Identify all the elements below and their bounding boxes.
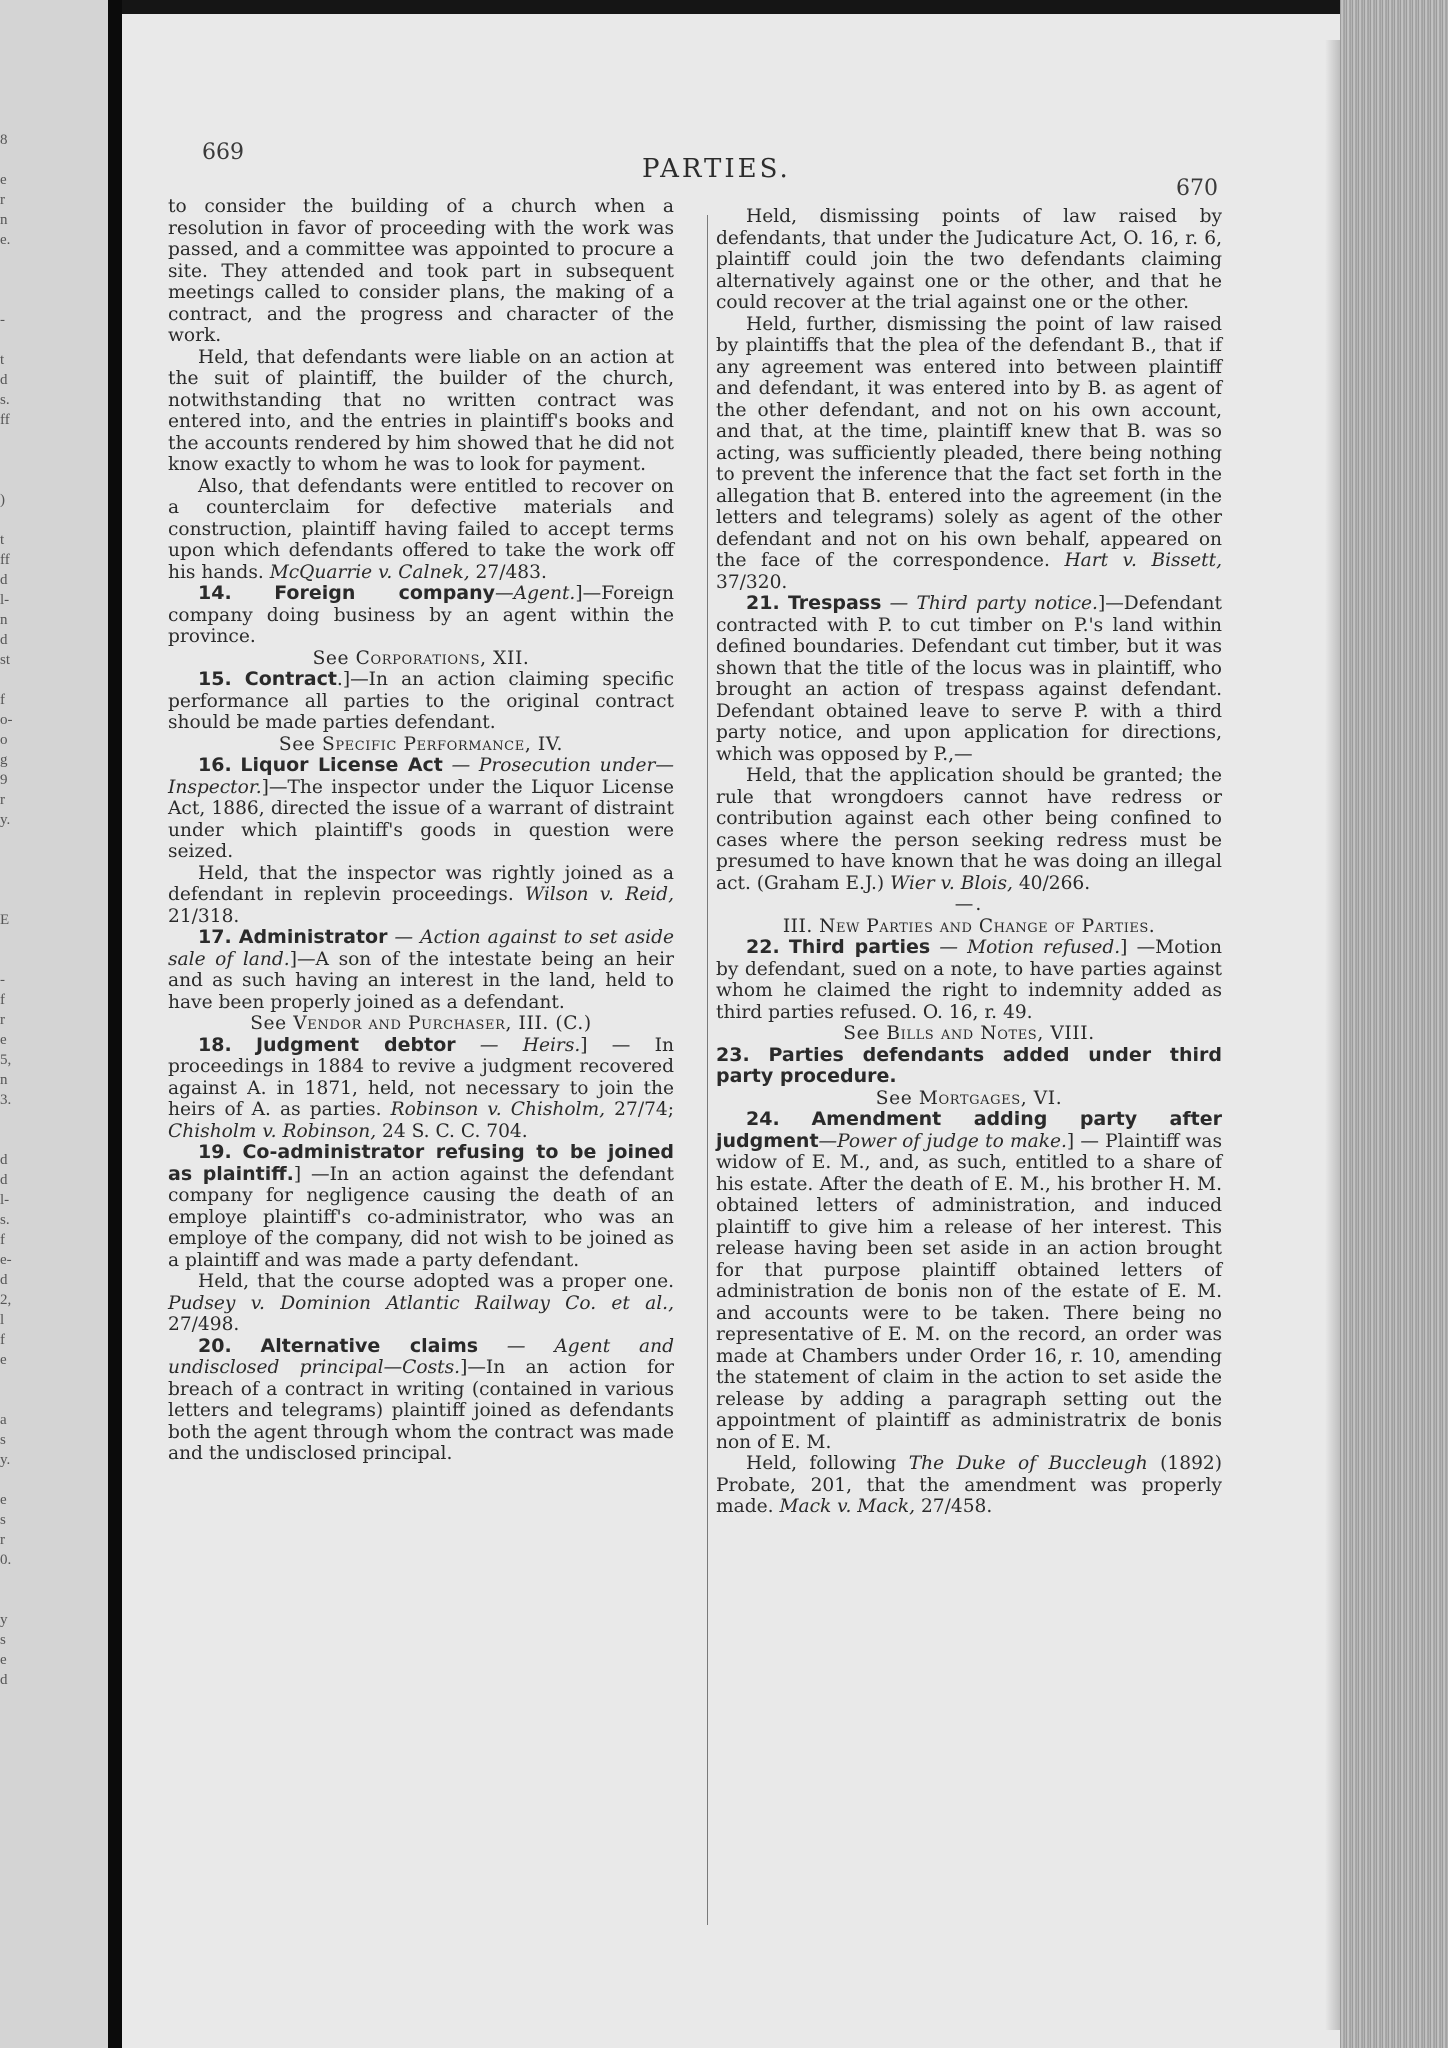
facing-page-fragment: o-	[0, 712, 13, 728]
facing-page-fragment: -	[0, 312, 5, 328]
facing-page-fragment	[0, 430, 16, 450]
cross-reference: See Vendor and Purchaser, III. (C.)	[250, 1013, 592, 1034]
facing-page-fragment: s.	[0, 392, 10, 408]
entry-16: 16. Liquor License Act — Prosecution under—Inspector.]—The inspector under the Liquor License Act, 1886, directed the issue of a warrant of distraint under which plaintiff's goods in question were seized.	[168, 754, 674, 862]
entry-heading: Trespass	[787, 592, 882, 614]
facing-page-fragment: 3.	[0, 1092, 12, 1108]
facing-page-fragment	[0, 290, 16, 310]
facing-page-fragment: l-	[0, 592, 10, 608]
facing-page-fragment: t	[0, 352, 5, 368]
entry-18: 18. Judgment debtor — Heirs.] — In proceedings in 1884 to revive a judgment recovered against A. in 1871, held, not necessary to join the heirs of A. as parties. Robinson v. Chisholm, 27/74; Chisholm v. Robinson, 24 S. C. C. 704.	[168, 1033, 675, 1142]
held-paragraph: Held, that the course adopted was a proper one. Pudsey v. Dominion Atlantic Railway Co. et al., 27/498.	[168, 1271, 674, 1335]
facing-page-fragment	[0, 1390, 16, 1410]
facing-page-fragment: r	[0, 192, 5, 208]
held-paragraph: Held, that defendants were liable on an action at the suit of plaintiff, the builder of the church, notwithstanding that no written contract was entered into, and the entries in plaintiff's books and the accounts rendered by him showed that he did not know exactly to whom he was to look for payment.	[168, 346, 674, 475]
entry-heading: Alternative claims	[260, 1334, 479, 1357]
facing-page-fragment: y	[0, 1612, 8, 1628]
entry-heading: Amendment adding party after judgment	[716, 1108, 1222, 1152]
facing-page-fragment: n	[0, 1072, 8, 1088]
facing-page-fragment: r	[0, 792, 5, 808]
facing-page-fragment: e	[0, 1492, 7, 1508]
entry-24: 24. Amendment adding party after judgment—Power of judge to make.] — Plaintiff was widow of E. M., and, as such, entitled to a share of his estate. After the death of E. M., his brother H. M. obtained letters of administration, and induced plaintiff to give him a release of her interest. This release having been set aside in an action brought for that purpose plaintiff obtained letters of administration de bonis non of the estate of E. M. and accounts were to be taken. There being no representative of E. M. on the record, an order was made at Chambers under Order 16, r. 10, amending the statement of claim in the action to set aside the release by adding a paragraph setting out the appointment of plaintiff as administratrix de bonis non of E. M.	[716, 1108, 1222, 1453]
facing-page-fragment: 0.	[0, 1552, 12, 1568]
entry-17: 17. Administrator — Action against to set aside sale of land.]—A son of the intestate being an heir and as such having an interest in the land, held to have been properly joined as a defendant.	[168, 926, 675, 1013]
entry-heading: Liquor License Act	[240, 754, 443, 776]
case-name: Wier v. Blois,	[890, 872, 1013, 894]
facing-page-fragment	[0, 870, 16, 890]
entry-heading: Administrator	[238, 926, 388, 948]
entry-15: 15. Contract.]—In an action claiming specific performance all parties to the original contract should be made parties defendant.	[168, 668, 674, 733]
facing-page-fragment	[0, 1470, 16, 1490]
right-page-number: 670	[1176, 176, 1218, 201]
facing-page-fragment	[0, 850, 16, 870]
left-column	[168, 196, 674, 1465]
facing-page-fragment: ff	[0, 552, 10, 568]
facing-page-edge	[0, 0, 108, 2048]
cross-reference: See Mortgages, VI.	[875, 1087, 1063, 1109]
entry-21: 21. Trespass — Third party notice.]—Defendant contracted with P. to cut timber on P.'s land within defined boundaries. Defendant cut timber, but it was shown that the title of the locus was in plaintiff, who brought an action of trespass against defendant. Defendant obtained leave to serve P. with a third party notice, and upon application for directions, which was opposed by P.,—	[716, 592, 1222, 765]
held-paragraph: Held, that the application should be granted; the rule that wrongdoers cannot have redress or contribution against each other being confined to cases where the person seeking redress must be presumed to have known that he was doing an illegal act. (Graham E.J.) Wier v. Blois, 40/266.	[716, 765, 1222, 894]
facing-page-fragment: d	[0, 632, 8, 648]
facing-page-fragment	[0, 1570, 16, 1590]
facing-page-text-fragments	[0, 130, 16, 1690]
facing-page-fragment: l-	[0, 1192, 10, 1208]
facing-page-fragment: 5,	[0, 1052, 12, 1068]
facing-page-fragment: d	[0, 1272, 8, 1288]
entry-heading: Judgment debtor	[255, 1033, 456, 1056]
facing-page-fragment: s.	[0, 1212, 10, 1228]
facing-page-fragment: y.	[0, 812, 11, 828]
facing-page-fragment	[0, 1370, 16, 1390]
facing-page-fragment: r	[0, 1532, 5, 1548]
section-heading: III. New Parties and Change of Parties.	[782, 915, 1156, 937]
held-paragraph: Held, following The Duke of Buccleugh (1892) Probate, 201, that the amendment was properly made. Mack v. Mack, 27/458.	[716, 1453, 1222, 1517]
facing-page-fragment	[0, 930, 16, 950]
case-name: The Duke of Buccleugh	[908, 1453, 1148, 1474]
facing-page-fragment	[0, 250, 16, 270]
facing-page-fragment	[0, 450, 16, 470]
section-separator: —.	[954, 894, 984, 915]
case-name: Pudsey v. Dominion Atlantic Railway Co. et al.,	[168, 1292, 674, 1314]
facing-page-fragment: o	[0, 732, 8, 748]
facing-page-fragment: f	[0, 692, 5, 708]
facing-page-fragment	[0, 1590, 16, 1610]
entry-heading: Parties defendants added under third party procedure.	[716, 1043, 1222, 1087]
cross-reference: See Corporations, XII.	[312, 647, 530, 669]
continued-entry-text: to consider the building of a church when a resolution in favor of proceeding with the work was passed, and a committee was appointed to procure a site. They attended and took part in subsequent meetings called to consider plans, the making of a contract, and the progress and character of the work.	[168, 196, 674, 346]
entry-23: 23. Parties defendants added under third party procedure.	[716, 1043, 1222, 1087]
held-paragraph: Held, that the inspector was rightly joined as a defendant in replevin proceedings. Wilson v. Reid, 21/318.	[168, 862, 674, 927]
facing-page-fragment: 9	[0, 772, 8, 788]
facing-page-fragment: n	[0, 612, 8, 628]
facing-page-fragment: 8	[0, 132, 8, 148]
entry-heading: Co-administrator refusing to be joined as plaintiff.	[168, 1141, 674, 1185]
facing-page-fragment: d	[0, 572, 8, 588]
facing-page-fragment: e.	[0, 232, 11, 248]
facing-page-fragment: e	[0, 1032, 7, 1048]
scan-top-border	[122, 0, 1340, 14]
entry-22: 22. Third parties — Motion refused.] —Motion by defendant, sued on a note, to have parties against whom he claimed the right to indemnity added as third parties refused. O. 16, r. 49.	[716, 936, 1222, 1023]
facing-page-fragment: e	[0, 172, 7, 188]
facing-page-fragment	[0, 270, 16, 290]
page-stack-edge	[1340, 0, 1448, 2048]
facing-page-fragment: d	[0, 1152, 8, 1168]
facing-page-fragment	[0, 830, 16, 850]
facing-page-fragment: f	[0, 992, 5, 1008]
facing-page-fragment	[0, 950, 16, 970]
also-paragraph: Also, that defendants were entitled to recover on a counterclaim for defective materials and construction, plaintiff having failed to accept terms upon which defendants offered to take the work off his hands. McQuarrie v. Calnek, 27/483.	[168, 475, 674, 583]
facing-page-fragment: -	[0, 972, 5, 988]
facing-page-fragment: )	[0, 492, 5, 508]
facing-page-fragment: s	[0, 1632, 6, 1648]
case-name: McQuarrie v. Calnek,	[269, 561, 470, 583]
facing-page-fragment	[0, 470, 16, 490]
facing-page-fragment: d	[0, 372, 8, 388]
facing-page-fragment: t	[0, 532, 5, 548]
running-head-title: PARTIES.	[642, 154, 791, 184]
entry-14: 14. Foreign company—Agent.]—Foreign company doing business by an agent within the province.	[168, 582, 674, 647]
entry-heading: Foreign company	[274, 582, 496, 604]
case-name: Robinson v. Chisholm,	[390, 1099, 606, 1120]
facing-page-fragment: E	[0, 912, 10, 928]
left-page-number: 669	[202, 140, 244, 165]
facing-page-fragment	[0, 890, 16, 910]
cross-reference: See Bills and Notes, VIII.	[843, 1023, 1095, 1044]
facing-page-fragment: st	[0, 652, 11, 668]
facing-page-fragment: e	[0, 1652, 7, 1668]
facing-page-fragment: e	[0, 1352, 7, 1368]
facing-page-fragment: r	[0, 1012, 5, 1028]
facing-page-fragment: f	[0, 1232, 5, 1248]
facing-page-fragment: e-	[0, 1252, 12, 1268]
facing-page-fragment: ff	[0, 412, 10, 428]
cross-reference: See Specific Performance, IV.	[278, 733, 564, 755]
right-column	[716, 206, 1222, 1518]
facing-page-fragment	[0, 330, 16, 350]
case-name: Wilson v. Reid,	[525, 884, 674, 905]
facing-page-fragment: y.	[0, 1452, 11, 1468]
case-name: Chisholm v. Robinson,	[168, 1120, 377, 1142]
held-paragraph: Held, dismissing points of law raised by defendants, that under the Judicature Act, O. 16, r. 6, plaintiff could join the two defendants claiming alternatively against one or the other, and that he could recover at the trial against one or the other.	[716, 206, 1222, 313]
facing-page-fragment: l	[0, 1312, 5, 1328]
entry-heading: Contract	[244, 668, 337, 690]
entry-20: 20. Alternative claims — Agent and undisclosed principal—Costs.]—In an action for breach of a contract in writing (contained in various letters and telegrams) plaintiff joined as defendants both the agent through whom the contract was made and the undisclosed principal.	[168, 1334, 674, 1464]
book-gutter	[108, 0, 122, 2048]
facing-page-fragment	[0, 150, 16, 170]
held-paragraph: Held, further, dismissing the point of law raised by plaintiffs that the plea of the defendant B., that if any agreement was entered into between plaintiff and defendant, it was entered into by B. as agent of the other defendant, and not on his own account, and that, at the time, plaintiff knew that B. was so acting, was sufficiently pleaded, there being nothing to prevent the inference that the fact set forth in the allegation that B. entered into the agreement (in the letters and telegrams) solely as agent of the other defendant and not on his own behalf, appeared on the face of the correspondence. Hart v. Bissett, 37/320.	[716, 313, 1222, 593]
facing-page-fragment: g	[0, 752, 8, 768]
facing-page-fragment: 2,	[0, 1292, 12, 1308]
case-citation: 27/483.	[475, 561, 547, 583]
entry-19: 19. Co-administrator refusing to be joined as plaintiff.] —In an action against the defendant company for negligence causing the death of an employe plaintiff's co-administrator, who was an employe of the company, did not wish to be joined as a plaintiff and was made a party defendant.	[168, 1141, 674, 1271]
case-name: Hart v. Bissett,	[1064, 550, 1222, 571]
column-divider	[707, 215, 708, 1925]
facing-page-fragment: s	[0, 1432, 6, 1448]
facing-page-fragment	[0, 670, 16, 690]
entry-heading: Third parties	[788, 936, 931, 958]
facing-page-fragment	[0, 510, 16, 530]
facing-page-fragment: d	[0, 1672, 8, 1688]
facing-page-fragment	[0, 1110, 16, 1130]
facing-page-fragment	[0, 1130, 16, 1150]
facing-page-fragment: a	[0, 1412, 7, 1428]
facing-page-fragment: s	[0, 1512, 6, 1528]
facing-page-fragment: n	[0, 212, 8, 228]
facing-page-fragment: f	[0, 1332, 5, 1348]
case-name: Mack v. Mack,	[779, 1496, 916, 1517]
facing-page-fragment: d	[0, 1172, 8, 1188]
